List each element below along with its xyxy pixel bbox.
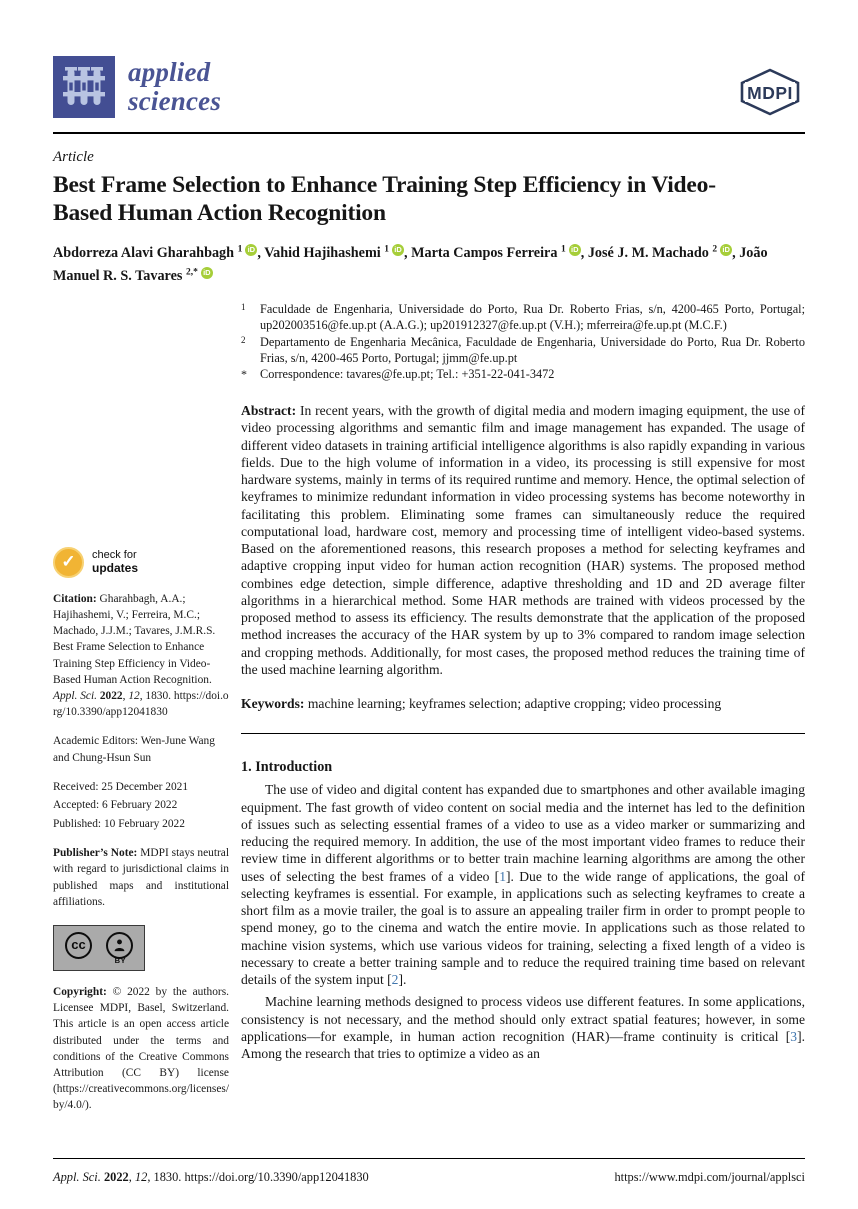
author-separator: ,	[580, 245, 588, 262]
author-affiliation-sup: 2,*	[185, 267, 198, 278]
received-date	[53, 779, 229, 795]
author-affiliation-sup: 1	[237, 244, 243, 255]
received-value: 25 December 2021	[98, 780, 189, 793]
academic-editors-block	[53, 733, 229, 765]
citation-block	[53, 591, 229, 721]
footer-year: 2022	[103, 1170, 129, 1184]
citation-doi-link[interactable]: https://doi.org/10.3390/app12041830	[53, 689, 229, 719]
affiliation-row	[241, 334, 805, 367]
published-value: 10 February 2022	[101, 818, 185, 831]
check-for-updates-badge[interactable]	[53, 547, 165, 578]
journal-name-line2: sciences	[128, 86, 222, 116]
author-affiliation-sup: 1	[384, 244, 390, 255]
dates-block	[53, 779, 229, 833]
affiliation-text: Departamento de Engenharia Mecânica, Faculdade de Engenharia, Universidade do Porto, Rua Dr. Roberto Frias, s/n, 4200-465 Porto, Portugal; jjmm@fe.up.pt	[260, 334, 805, 365]
main-columns	[53, 301, 805, 1114]
publishers-note-label: Publisher’s Note:	[53, 847, 138, 860]
footer-citation	[53, 1170, 369, 1185]
updates-label-line1: check for	[92, 549, 137, 562]
affiliation-marker: 2	[241, 334, 246, 345]
journal-header	[53, 56, 805, 134]
page-title: Best Frame Selection to Enhance Training Step Efficiency in Video-Based Human Action Recognition	[53, 172, 716, 227]
journal-brand[interactable]	[53, 56, 221, 118]
accepted-label: Accepted:	[53, 799, 100, 812]
check-icon: ✓	[53, 547, 84, 578]
intro-paragraph-1	[241, 781, 805, 988]
paragraph-text: Machine learning methods designed to process videos use different features. In some applications, consistency is not necessary, and the method should only extract spatial features; however, in some applications—for example, in human action recognition (HAR)—frame continuity is critical [	[241, 994, 805, 1044]
author-name: José J. M. Machado	[587, 245, 709, 262]
author-separator: ,	[257, 245, 265, 262]
sidebar	[53, 301, 229, 1114]
paragraph-text: ]. Among the research that tries to optimize a video as an	[241, 1028, 805, 1062]
received-label: Received:	[53, 780, 99, 793]
page-footer	[53, 1158, 805, 1185]
citation-journal: Appl. Sci.	[53, 689, 100, 702]
footer-volume: 12	[134, 1170, 148, 1184]
published-date	[53, 816, 229, 832]
copyright-label: Copyright:	[53, 986, 107, 998]
section-divider	[241, 733, 805, 734]
author	[53, 245, 264, 261]
author-separator: ,	[732, 245, 740, 262]
affiliation-row	[241, 301, 805, 334]
affiliation-marker: 1	[241, 301, 246, 312]
orcid-icon[interactable]: iD	[245, 244, 257, 256]
citation-label: Citation:	[53, 592, 97, 605]
author-name: Abdorreza Alavi Gharahbagh	[53, 245, 235, 262]
orcid-icon[interactable]: iD	[720, 244, 732, 256]
keywords-section	[241, 695, 805, 712]
copyright-block	[53, 984, 229, 1114]
cc-by-license-badge[interactable]	[53, 925, 145, 971]
affiliation-row	[241, 366, 805, 383]
affiliation-list	[241, 301, 805, 383]
mdpi-logo[interactable]	[735, 68, 805, 121]
footer-doi-link[interactable]: https://doi.org/10.3390/app12041830	[184, 1170, 369, 1184]
journal-name	[128, 58, 221, 116]
orcid-icon[interactable]: iD	[392, 244, 404, 256]
accepted-value: 6 February 2022	[99, 799, 178, 812]
footer-pages: , 1830.	[147, 1170, 185, 1184]
correspondence-text: Correspondence: tavares@fe.up.pt; Tel.: +351-22-041-3472	[260, 367, 555, 382]
paragraph-text: The use of video and digital content has expanded due to smartphones and other available imaging equipment. The fast growth of video content on social media and the internet has led to the definition of issues such as selecting essential frames of a video to use as a video marker or summarizing and reducing the required memory. In addition, the use of the most important video frames to reduce their review time in different algorithms or to better train machine learning algorithms are among the other uses of selecting the best frames of a video [	[241, 782, 805, 884]
author-affiliation-sup: 2	[712, 244, 718, 255]
affiliation-text: Faculdade de Engenharia, Universidade do Porto, Rua Dr. Roberto Frias, s/n, 4200-465 Porto, Portugal; up202003516@fe.up.pt (A.A.G.); up201912327@fe.up.pt (V.H.); mferreira@fe.up.pt (M.C.F.)	[260, 301, 805, 333]
orcid-icon[interactable]: iD	[201, 267, 213, 279]
footer-divider	[53, 1158, 805, 1159]
abstract-text: In recent years, with the growth of digital media and modern imaging equipment, the use of video processing algorithms and semantic film and image management has expanded. The usage of different video datasets in training artificial intelligence algorithms is also rapidly expanding in various fields. Due to the high volume of information in a video, its processing is still expensive for most hardware systems, mainly in terms of its required runtime and memory. Hence, the optimal selection of keyframes to minimize redundant information in video processing systems has become noteworthy in facilitating this problem. Eliminating some frames can simultaneously reduce the required computational load, hardware cost, memory and processing time of intelligent video-based systems. Based on the aforementioned reasons, this research proposes a method for selecting keyframes and adaptive cropping input video for human action recognition (HAR) systems. The proposed method combines edge detection, simple difference, adaptive thresholding and 1D and 2D average filter algorithms in a hierarchical method. Some HAR methods are trained with videos processed by the proposed method to assess its efficiency. The results demonstrate that the application of the proposed method increases the accuracy of the HAR system by up to 3% compared to random image selection and cropping methods. Additionally, for most cases, the proposed method reduces the training time of the used machine learning algorithm.	[241, 403, 805, 677]
check-for-updates-label	[92, 549, 138, 575]
citation-year: 2022	[99, 689, 123, 702]
citation-text: Gharahbagh, A.A.; Hajihashemi, V.; Ferreira, M.C.; Machado, J.J.M.; Tavares, J.M.R.S. Best Frame Selection to Enhance Training Step Efficiency in Video-Based Human Action Recognition.	[53, 592, 216, 686]
author-name: Marta Campos Ferreira	[411, 245, 558, 262]
footer-journal-url[interactable]: https://www.mdpi.com/journal/applsci	[614, 1170, 805, 1184]
abstract-label: Abstract:	[241, 403, 297, 419]
applied-sciences-logo-icon	[53, 56, 115, 118]
reference-link-3[interactable]: 3	[790, 1028, 798, 1044]
footer-separator: ,	[128, 1170, 135, 1184]
citation-pages: , 1830.	[139, 689, 174, 702]
footer-journal: Appl. Sci.	[53, 1170, 104, 1184]
keywords-text: machine learning; keyframes selection; adaptive cropping; video processing	[304, 696, 722, 712]
citation-separator: ,	[122, 689, 129, 702]
publishers-note-block	[53, 845, 229, 910]
copyright-text: © 2022 by the authors. Licensee MDPI, Basel, Switzerland. This article is an open access article distributed under the terms and conditions of the Creative Commons Attribution (CC BY) license (https://creativecommons.org/licenses/by/4.0/).	[53, 986, 229, 1112]
updates-label-line2: updates	[92, 560, 139, 575]
article-type-label: Article	[53, 149, 94, 165]
author-affiliation-sup: 1	[560, 244, 566, 255]
author	[588, 245, 739, 261]
attribution-person-icon	[106, 932, 133, 959]
keywords-label: Keywords:	[241, 696, 305, 712]
test-tubes-icon	[61, 64, 107, 110]
orcid-icon[interactable]: iD	[569, 244, 581, 256]
paragraph-text: ].	[398, 972, 407, 988]
correspondence-marker: *	[241, 367, 247, 382]
section-heading-introduction: 1. Introduction	[241, 759, 333, 776]
accepted-date	[53, 797, 229, 813]
author-list	[53, 242, 813, 287]
published-label: Published:	[53, 818, 102, 831]
author	[264, 245, 411, 261]
creative-commons-icon: cc	[65, 932, 92, 959]
journal-name-line1: applied	[128, 56, 211, 87]
reference-link-2[interactable]: 2	[391, 972, 399, 988]
abstract-section	[241, 402, 805, 678]
author-name: João Manuel R. S. Tavares	[53, 245, 768, 285]
intro-paragraph-2	[241, 993, 805, 1062]
author-separator: ,	[404, 245, 412, 262]
academic-editors-names: Wen-June Wang and Chung-Hsun Sun	[53, 735, 215, 764]
mdpi-logo-text: MDPI	[747, 83, 793, 103]
author-name: Vahid Hajihashemi	[264, 245, 381, 262]
publishers-note-text: MDPI stays neutral with regard to jurisdictional claims in published maps and institutional affiliations.	[53, 847, 229, 908]
by-label: BY	[114, 956, 126, 966]
citation-volume: 12	[128, 689, 140, 702]
paragraph-text: ]. Due to the wide range of applications, the goal of selecting keyframes is essential. For example, in applications such as selecting keyframes to create a short film as a movie trailer, the goal is to assure an appealing trailer firm in order to prompt people to spend money, go to the cinema and watch the entire movie. In applications such as those related to machine vision systems, which use various videos for training, selecting a fixed length of a video is necessary to create a better training sample and to reduce the required training time based on relevant details of the system input [	[241, 868, 805, 988]
reference-link-1[interactable]: 1	[499, 868, 507, 884]
article-content	[229, 301, 805, 1114]
academic-editors-label: Academic Editors:	[53, 735, 139, 748]
author	[411, 245, 588, 261]
